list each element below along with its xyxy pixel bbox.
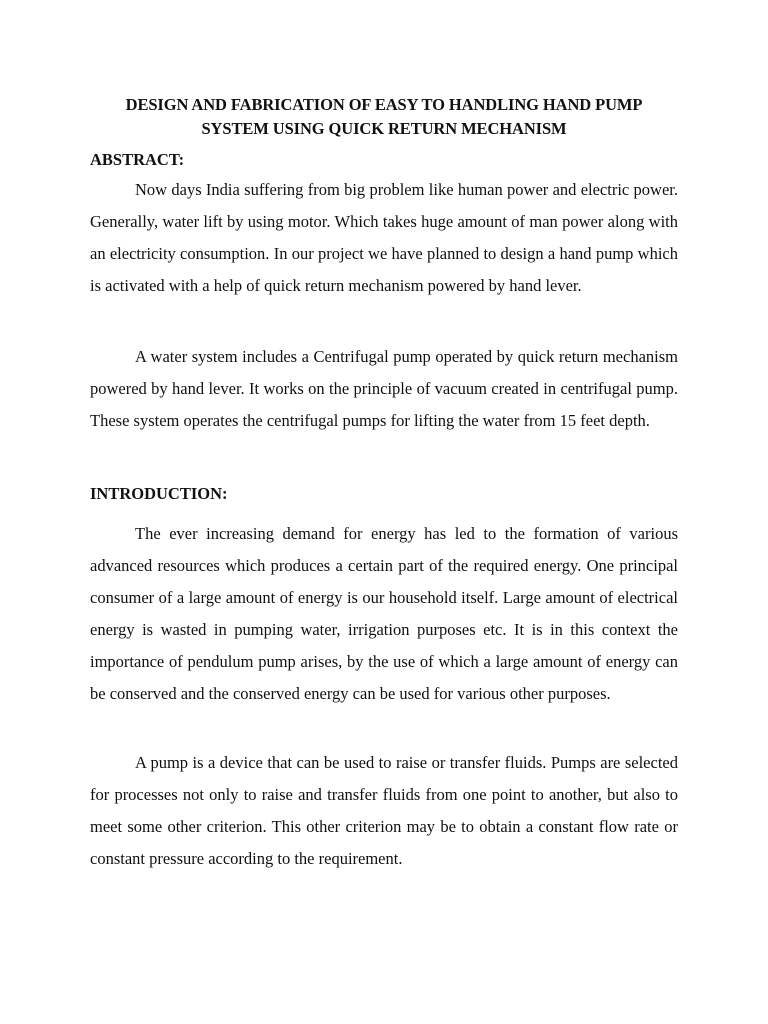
abstract-paragraph-1: Now days India suffering from big problem like human power and electric power. Generally, water lift by using motor. Which takes huge amount of man power along with an electricity consumption. In our project we have planned to design a hand pump which is activated with a help of quick return mechanism powered by hand lever. [90,180,678,295]
introduction-paragraph-1: The ever increasing demand for energy has led to the formation of various advanced resources which produces a certain part of the required energy. One principal consumer of a large amount of energy is our household itself. Large amount of electrical energy is wasted in pumping water, irrigation purposes etc. It is in this context the importance of pendulum pump arises, by the use of which a large amount of energy can be conserved and the conserved energy can be used for various other purposes. [90,524,678,703]
document-title [90,93,678,141]
title-line-1: DESIGN AND FABRICATION OF EASY TO HANDLING HAND PUMP [125,95,643,114]
title-line-2: SYSTEM USING QUICK RETURN MECHANISM [201,119,567,138]
introduction-paragraph-2: A pump is a device that can be used to raise or transfer fluids. Pumps are selected for processes not only to raise and transfer fluids from one point to another, but also to meet some other criterion. This other criterion may be to obtain a constant flow rate or constant pressure according to the requirement. [90,753,678,868]
abstract-paragraph-2: A water system includes a Centrifugal pump operated by quick return mechanism powered by hand lever. It works on the principle of vacuum created in centrifugal pump. These system operates the centrifugal pumps for lifting the water from 15 feet depth. [90,347,678,430]
introduction-heading: INTRODUCTION: [90,484,228,503]
abstract-heading: ABSTRACT: [90,150,185,169]
